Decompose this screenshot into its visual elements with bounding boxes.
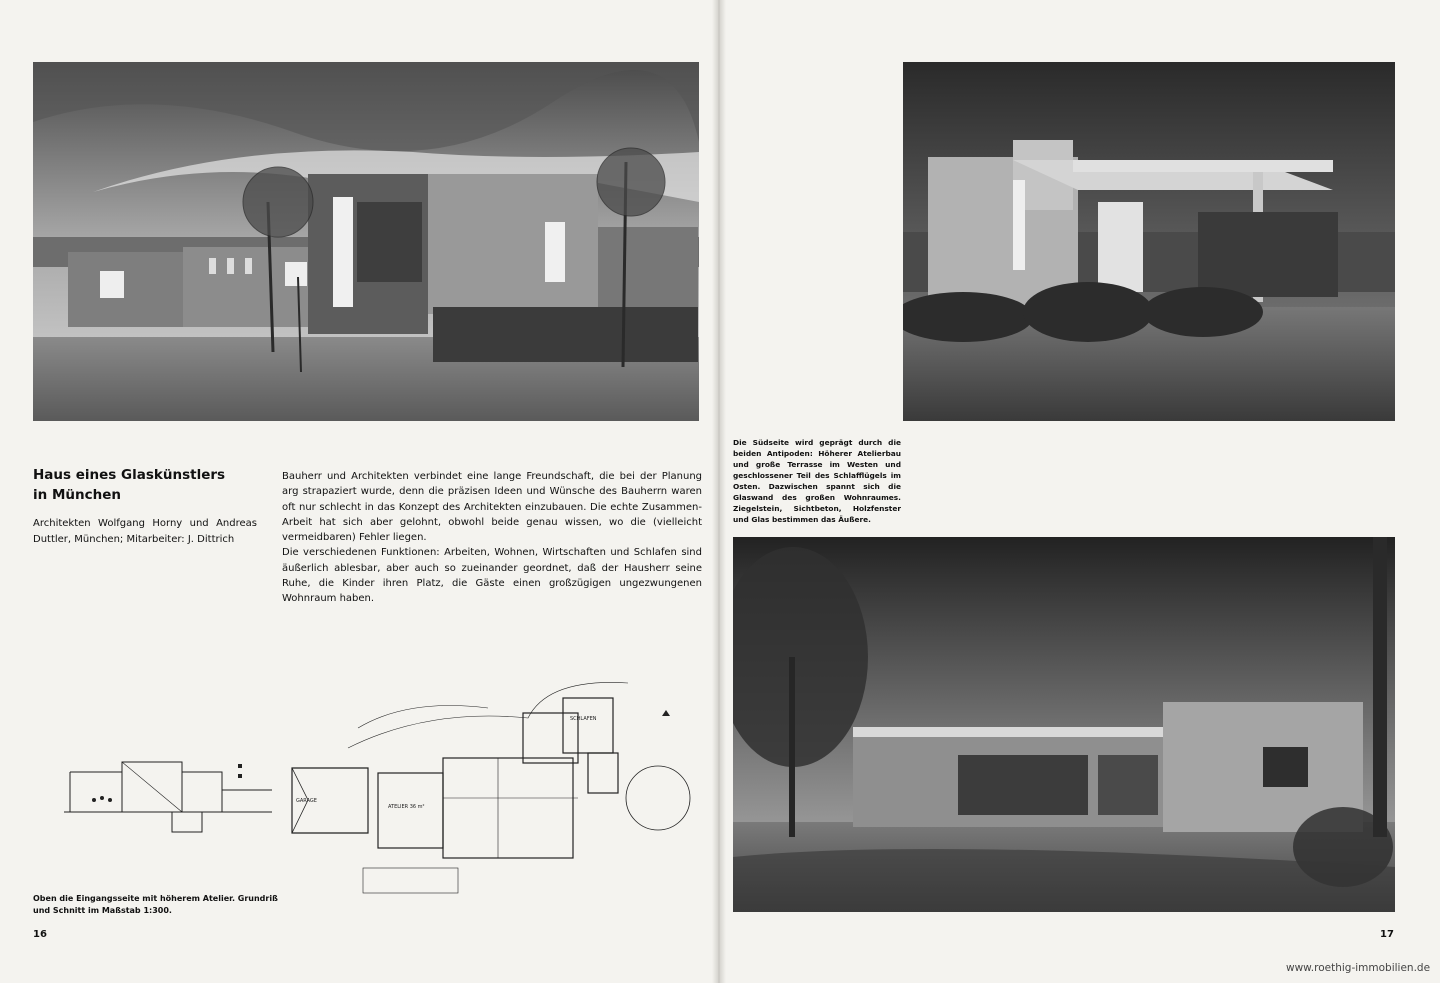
title-line-2: in München (33, 487, 121, 503)
page-number-left: 16 (33, 929, 47, 940)
section-drawing (62, 750, 277, 840)
photo-entrance-side (33, 62, 699, 421)
caption-plans: Oben die Eingangsseite mit höherem Atelier. Grundriß und Schnitt im Maßstab 1:300. (33, 894, 278, 915)
plan-label-garage: GARAGE (296, 798, 317, 804)
article-body (282, 469, 702, 607)
page-number-right: 17 (1380, 929, 1394, 940)
page-gutter (712, 0, 726, 983)
plan-label-schlafen: SCHLAFEN (570, 716, 597, 722)
photo-south-terrace (903, 62, 1395, 421)
architect-credits: Architekten Wolfgang Horny und Andreas Duttler, München; Mitarbeiter: J. Dittrich (33, 518, 257, 545)
paragraph-2: Die verschiedenen Funktionen: Arbeiten, Wohnen, Wirtschaften und Schlafen sind äußerlich ablesbar, aber auch so zueinander geordnet, daß der Hausherr seine Ruhe, die Kinder ihren Platz, die Gäste einen großzügigen ungezwungenen Wohnraum haben. (282, 547, 702, 605)
title-line-1: Haus eines Glaskünstlers (33, 467, 226, 483)
paragraph-1: Bauherr und Architekten verbindet eine lange Freundschaft, die bei der Planung arg strapaziert wurde, denn die präzisen Ideen und Wünsche des Bauherrn waren oft nur schlecht in das Konzept des Architekten einzubauen. Die echte Zusammen-Arbeit hat sich aber gelohnt, obwohl beide genau wissen, wo die (vielleicht vermeidbaren) Fehler liegen. (282, 471, 702, 544)
floor-plan (288, 668, 693, 898)
caption-south-side: Die Südseite wird geprägt durch die beiden Antipoden: Höherer Atelierbau und große Terrasse im Westen und geschlossener Teil des Schlafflügels im Osten. Dazwischen spannt sich die Glaswand des großen Wohnraumes. Ziegelstein, Sichtbeton, Holzfenster und Glas bestimmen das Äußere. (733, 438, 901, 524)
article-title (33, 465, 263, 505)
photo-garden-view (733, 537, 1395, 912)
plan-label-atelier: ATELIER 36 m² (388, 804, 425, 810)
watermark: www.roethig-immobilien.de (1286, 962, 1431, 974)
